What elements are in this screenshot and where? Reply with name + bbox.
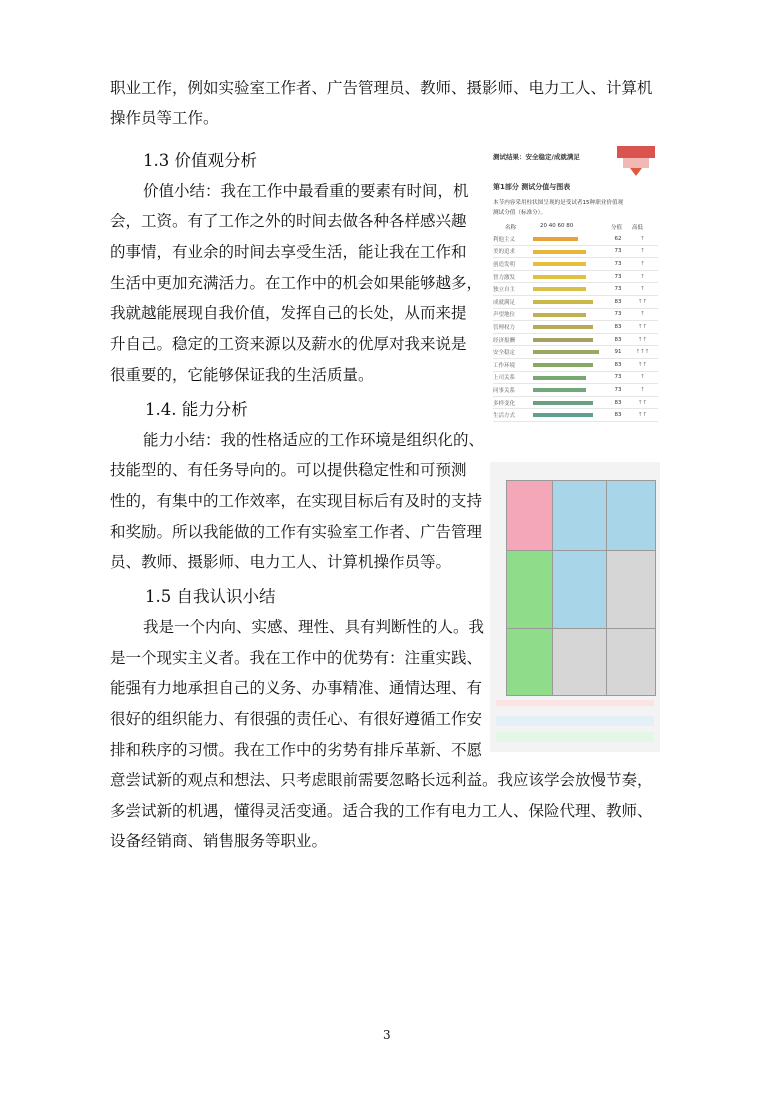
value-bar-cell [529,321,609,334]
grid-cell-green [506,550,554,630]
value-bar-cell [529,308,609,321]
part-title: 第1部分 测试分值与图表 [493,183,571,191]
text-line: 员、教师、摄影师、电力工人、计算机操作员等。 [110,553,452,571]
values-row [493,384,658,397]
grid-cell-green [506,628,554,696]
value-name: 利他主义 [493,233,529,245]
value-score: 83 [609,295,627,308]
text-line: 我是一个内向、实感、理性、具有判断性的人。我 [143,618,485,636]
value-bar [533,275,586,279]
page-number: 3 [383,1028,391,1042]
section-heading-1-5: 1.5 自我认识小结 [145,587,276,606]
value-bar-cell [529,358,609,371]
result-badge [617,146,655,158]
text-line: 的事情，有业余的时间去享受生活，能让我在工作和 [110,243,467,261]
value-name: 安全稳定 [493,346,529,359]
values-row [493,295,658,308]
value-name: 创造发明 [493,258,529,271]
chart-description: 测试分值（标准分）。 [493,210,547,216]
value-bar-cell [529,233,609,245]
result-badge-sub [623,158,649,168]
value-bar [533,300,593,304]
value-bar [533,376,586,380]
value-bar-cell [529,283,609,296]
text-line: 职业工作，例如实验室工作者、广告管理员、教师、摄影师、电力工人、计算机 [110,79,653,97]
section-heading-1-3: 1.3 价值观分析 [143,151,257,170]
values-row [493,270,658,283]
value-bar-cell [529,384,609,397]
text-line: 排和秩序的习惯。我在工作中的劣势有排斥革新、不愿 [110,741,483,759]
values-row [493,321,658,334]
value-bar [533,388,586,392]
values-table [493,233,658,422]
column-scale-header: 20 40 60 80 [540,223,574,229]
values-row [493,346,658,359]
value-bar [533,262,586,266]
text-line: 价值小结：我在工作中最看重的要素有时间，机 [143,182,469,200]
value-score: 83 [609,333,627,346]
value-bar-cell [529,258,609,271]
values-row [493,233,658,245]
value-name: 美的追求 [493,245,529,258]
values-row [493,371,658,384]
values-test-chart [487,140,660,462]
value-level: ↑ [627,283,658,296]
text-line: 能强有力地承担自己的义务、办事精准、通情达理、有 [110,679,483,697]
value-level: ↑↑ [627,333,658,346]
value-level: ↑↑ [627,358,658,371]
value-name: 独立自主 [493,283,529,296]
values-row [493,358,658,371]
result-title: 测试结果：安全稳定/成就满足 [493,153,580,161]
value-name: 管理权力 [493,321,529,334]
grid-cell-gray [606,628,656,696]
values-row [493,245,658,258]
value-score: 83 [609,321,627,334]
text-line: 很好的组织能力、有很强的责任心、有很好遵循工作安 [110,710,483,728]
value-bar-cell [529,270,609,283]
value-bar [533,325,593,329]
value-bar [533,313,586,317]
value-bar [533,401,593,405]
value-level: ↑ [627,233,658,245]
value-bar-cell [529,371,609,384]
value-name: 同事关系 [493,384,529,397]
value-bar [533,237,578,241]
grid-cell-blue [552,480,608,552]
value-level: ↑↑↑ [627,346,658,359]
value-level: ↑ [627,308,658,321]
column-name-header: 名称 [505,225,517,231]
values-row [493,333,658,346]
value-name: 声望地位 [493,308,529,321]
value-bar-cell [529,396,609,409]
value-level: ↑↑ [627,409,658,422]
values-row [493,409,658,422]
chart-description: 本节内容采用柱状图呈现的是受试者15种职业价值观 [493,200,624,206]
value-name: 成就满足 [493,295,529,308]
value-level: ↑ [627,258,658,271]
text-line: 和奖励。所以我能做的工作有实验室工作者、广告管理 [110,523,483,541]
value-level: ↑ [627,270,658,283]
value-bar-cell [529,409,609,422]
text-line: 操作员等工作。 [110,109,219,127]
text-line: 技能型的、有任务导向的。可以提供稳定性和可预测 [110,461,467,479]
value-level: ↑ [627,245,658,258]
value-score: 73 [609,270,627,283]
text-line: 我就越能展现自我价值，发挥自己的长处，从而来提 [110,304,467,322]
text-line: 会，工资。有了工作之外的时间去做各种各样感兴趣 [110,212,467,230]
value-score: 73 [609,258,627,271]
value-bar [533,413,593,417]
value-level: ↑ [627,371,658,384]
text-line: 很重要的，它能够保证我的生活质量。 [110,366,374,384]
value-bar [533,338,593,342]
value-name: 智力激发 [493,270,529,283]
value-name: 上司关系 [493,371,529,384]
grid-cell-gray [606,550,656,630]
text-line: 意尝试新的观点和想法、只考虑眼前需要忽略长远利益。我应该学会放慢节奏， [110,771,653,789]
value-level: ↑↑ [627,321,658,334]
value-score: 83 [609,409,627,422]
value-bar-cell [529,295,609,308]
text-line: 生活中更加充满活力。在工作中的机会如果能够越多， [110,274,483,292]
values-row [493,258,658,271]
value-score: 83 [609,396,627,409]
grid-note [496,716,654,726]
text-line: 升自己。稳定的工资来源以及薪水的优厚对我来说是 [110,335,467,353]
value-score: 83 [609,358,627,371]
value-score: 73 [609,283,627,296]
value-bar-cell [529,346,609,359]
value-bar [533,287,586,291]
value-score: 73 [609,308,627,321]
values-row [493,396,658,409]
value-bar-cell [529,245,609,258]
value-score: 73 [609,245,627,258]
personality-grid-figure [490,462,660,752]
grid-cell-gray [552,628,608,696]
value-name: 经济报酬 [493,333,529,346]
value-score: 62 [609,233,627,245]
text-line: 多尝试新的机遇，懂得灵活变通。适合我的工作有电力工人、保险代理、教师、 [110,802,653,820]
value-level: ↑↑ [627,295,658,308]
value-score: 73 [609,384,627,397]
text-line: 设备经销商、销售服务等职业。 [110,832,328,850]
value-bar [533,363,593,367]
value-bar [533,350,599,354]
grid-note [496,732,654,742]
arrow-down-icon [630,168,642,176]
grid-cell-blue [552,550,608,630]
grid-note [496,700,654,706]
value-bar [533,250,586,254]
value-name: 生活方式 [493,409,529,422]
text-line: 能力小结：我的性格适应的工作环境是组织化的、 [143,431,485,449]
section-heading-1-4: 1.4. 能力分析 [145,400,248,419]
grid-cell-pink [506,480,554,552]
values-row [493,308,658,321]
column-level-header: 高低 [632,225,644,231]
value-level: ↑↑ [627,396,658,409]
value-name: 多样变化 [493,396,529,409]
grid-cell-blue [606,480,656,552]
value-level: ↑ [627,384,658,397]
value-name: 工作环境 [493,358,529,371]
text-line: 性的，有集中的工作效率，在实现目标后有及时的支持 [110,492,483,510]
text-line: 是一个现实主义者。我在工作中的优势有：注重实践、 [110,649,483,667]
value-score: 91 [609,346,627,359]
column-score-header: 分值 [611,225,623,231]
value-bar-cell [529,333,609,346]
values-row [493,283,658,296]
value-score: 73 [609,371,627,384]
